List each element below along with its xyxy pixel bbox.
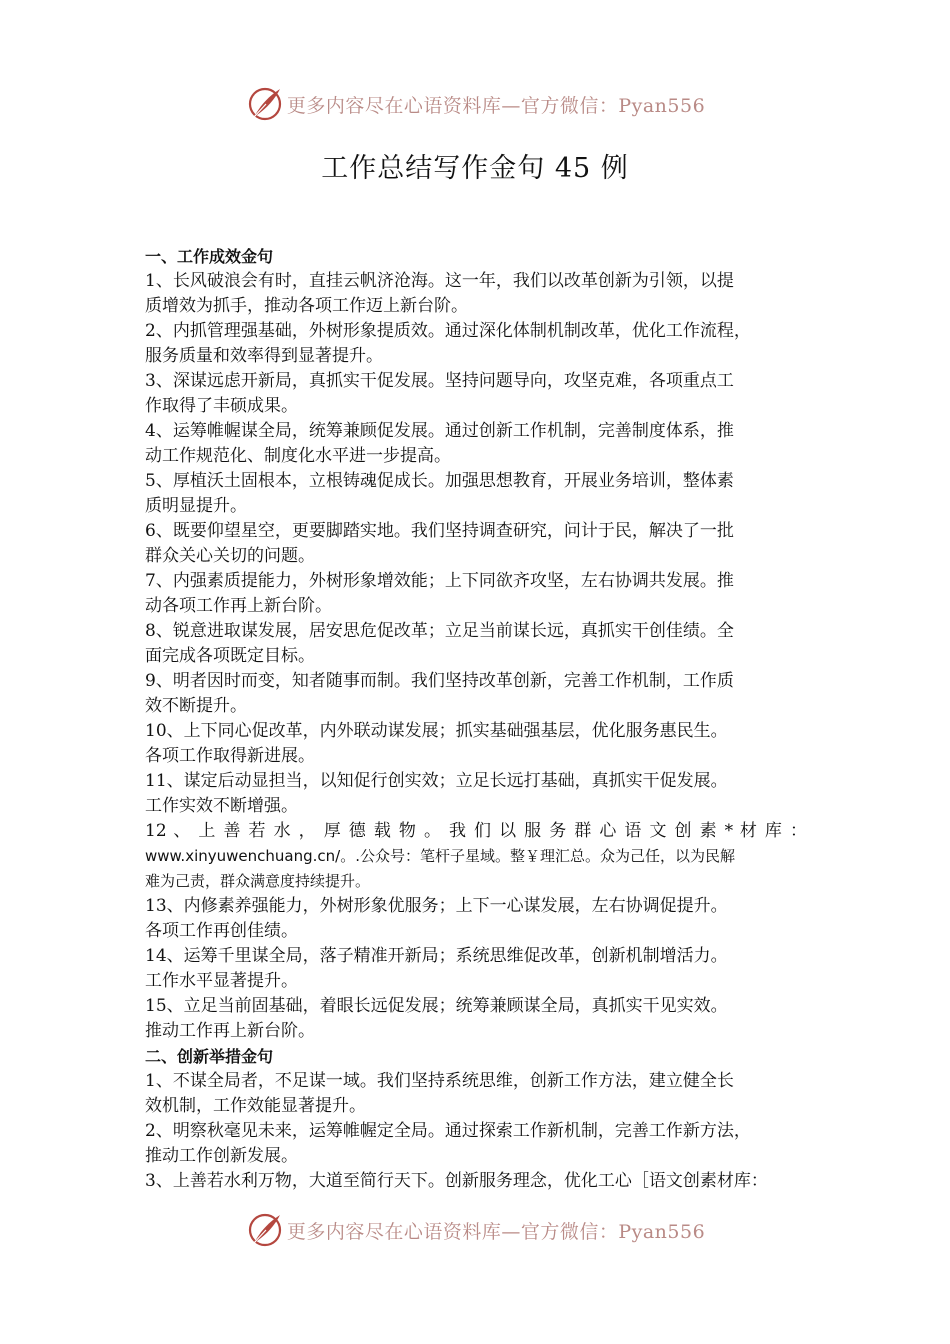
text-line: 推动工作再上新台阶。 bbox=[145, 1021, 315, 1041]
text-line: 1、长风破浪会有时，直挂云帆济沧海。这一年，我们以改革创新为引领，以提 bbox=[145, 271, 734, 291]
quill-pen-icon bbox=[245, 1210, 285, 1250]
text-line: 各项工作再创佳绩。 bbox=[145, 921, 298, 941]
text-line: 工作水平显著提升。 bbox=[145, 971, 298, 991]
text-line: 1、不谋全局者，不足谋一域。我们坚持系统思维，创新工作方法，建立健全长 bbox=[145, 1071, 734, 1091]
text-line: 2、明察秋毫见未来，运筹帷幄定全局。通过探索工作新机制，完善工作新方法， bbox=[145, 1121, 751, 1141]
quill-pen-icon bbox=[245, 84, 285, 124]
text-line: 质增效为抓手，推动各项工作迈上新台阶。 bbox=[145, 296, 468, 316]
text-line: 4、运筹帷幄谋全局，统筹兼顾促发展。通过创新工作机制，完善制度体系，推 bbox=[145, 421, 734, 441]
text-line: 各项工作取得新进展。 bbox=[145, 746, 315, 766]
text-line: 5、厚植沃土固根本，立根铸魂促成长。加强思想教育，开展业务培训，整体素 bbox=[145, 471, 734, 491]
footer-banner bbox=[0, 1206, 950, 1254]
text-line: 6、既要仰望星空，更要脚踏实地。我们坚持调查研究，问计于民，解决了一批 bbox=[145, 521, 734, 541]
text-line: 动各项工作再上新台阶。 bbox=[145, 596, 332, 616]
text-line: 9、明者因时而变，知者随事而制。我们坚持改革创新，完善工作机制，工作质 bbox=[145, 671, 734, 691]
text-line: 3、深谋远虑开新局，真抓实干促发展。坚持问题导向，攻坚克难，各项重点工 bbox=[145, 371, 734, 391]
text-line: 质明显提升。 bbox=[145, 496, 247, 516]
text-line: 作取得了丰硕成果。 bbox=[145, 396, 298, 416]
text-line: 7、内强素质提能力，外树形象增效能；上下同欲齐攻坚，左右协调共发展。推 bbox=[145, 571, 734, 591]
text-line: 3、上善若水利万物，大道至简行天下。创新服务理念，优化工心［语文创素材库： bbox=[145, 1171, 768, 1191]
document-body bbox=[145, 244, 807, 1194]
text-line: 群众关心关切的问题。 bbox=[145, 546, 315, 566]
text-line: 推动工作创新发展。 bbox=[145, 1146, 298, 1166]
header-banner bbox=[0, 80, 950, 128]
text-line: 面完成各项既定目标。 bbox=[145, 646, 315, 666]
text-line: 效机制，工作效能显著提升。 bbox=[145, 1096, 366, 1116]
text-line: 14、运筹千里谋全局，落子精准开新局；系统思维促改革，创新机制增活力。 bbox=[145, 946, 728, 966]
document-title: 工作总结写作金句 45 例 bbox=[321, 153, 629, 184]
section-heading: 一、工作成效金句 bbox=[145, 247, 274, 266]
text-line: 2、内抓管理强基础，外树形象提质效。通过深化体制机制改革，优化工作流程， bbox=[145, 321, 751, 341]
text-line: 11、谋定后动显担当，以知促行创实效；立足长远打基础，真抓实干促发展。 bbox=[145, 771, 728, 791]
text-line: 12 、 上 善 若 水 ， 厚 德 载 物 。 我 们 以 服 务 群 心 语 文 创 素 * 材 库 ： bbox=[145, 821, 807, 841]
text-line: 10、上下同心促改革，内外联动谋发展；抓实基础强基层，优化服务惠民生。 bbox=[145, 721, 728, 741]
banner-text: 更多内容尽在心语资料库—官方微信：Pyan556 bbox=[286, 94, 706, 117]
text-line: www.xinyuwenchuang.cn/。.公众号：笔杆子星域。整￥理汇总。众为己任，以为民解 bbox=[145, 847, 735, 865]
banner-text: 更多内容尽在心语资料库—官方微信：Pyan556 bbox=[286, 1220, 706, 1243]
text-line: 8、锐意进取谋发展，居安思危促改革；立足当前谋长远，真抓实干创佳绩。全 bbox=[145, 621, 734, 641]
text-line: 效不断提升。 bbox=[145, 696, 247, 716]
text-line: 工作实效不断增强。 bbox=[145, 796, 298, 816]
section-heading: 二、创新举措金句 bbox=[145, 1047, 274, 1066]
text-line: 难为己责，群众满意度持续提升。 bbox=[145, 872, 371, 890]
text-line: 15、立足当前固基础，着眼长远促发展；统筹兼顾谋全局，真抓实干见实效。 bbox=[145, 996, 728, 1016]
text-line: 服务质量和效率得到显著提升。 bbox=[145, 346, 383, 366]
text-line: 13、内修素养强能力，外树形象优服务；上下一心谋发展，左右协调促提升。 bbox=[145, 896, 728, 916]
text-line: 动工作规范化、制度化水平进一步提高。 bbox=[145, 446, 451, 466]
